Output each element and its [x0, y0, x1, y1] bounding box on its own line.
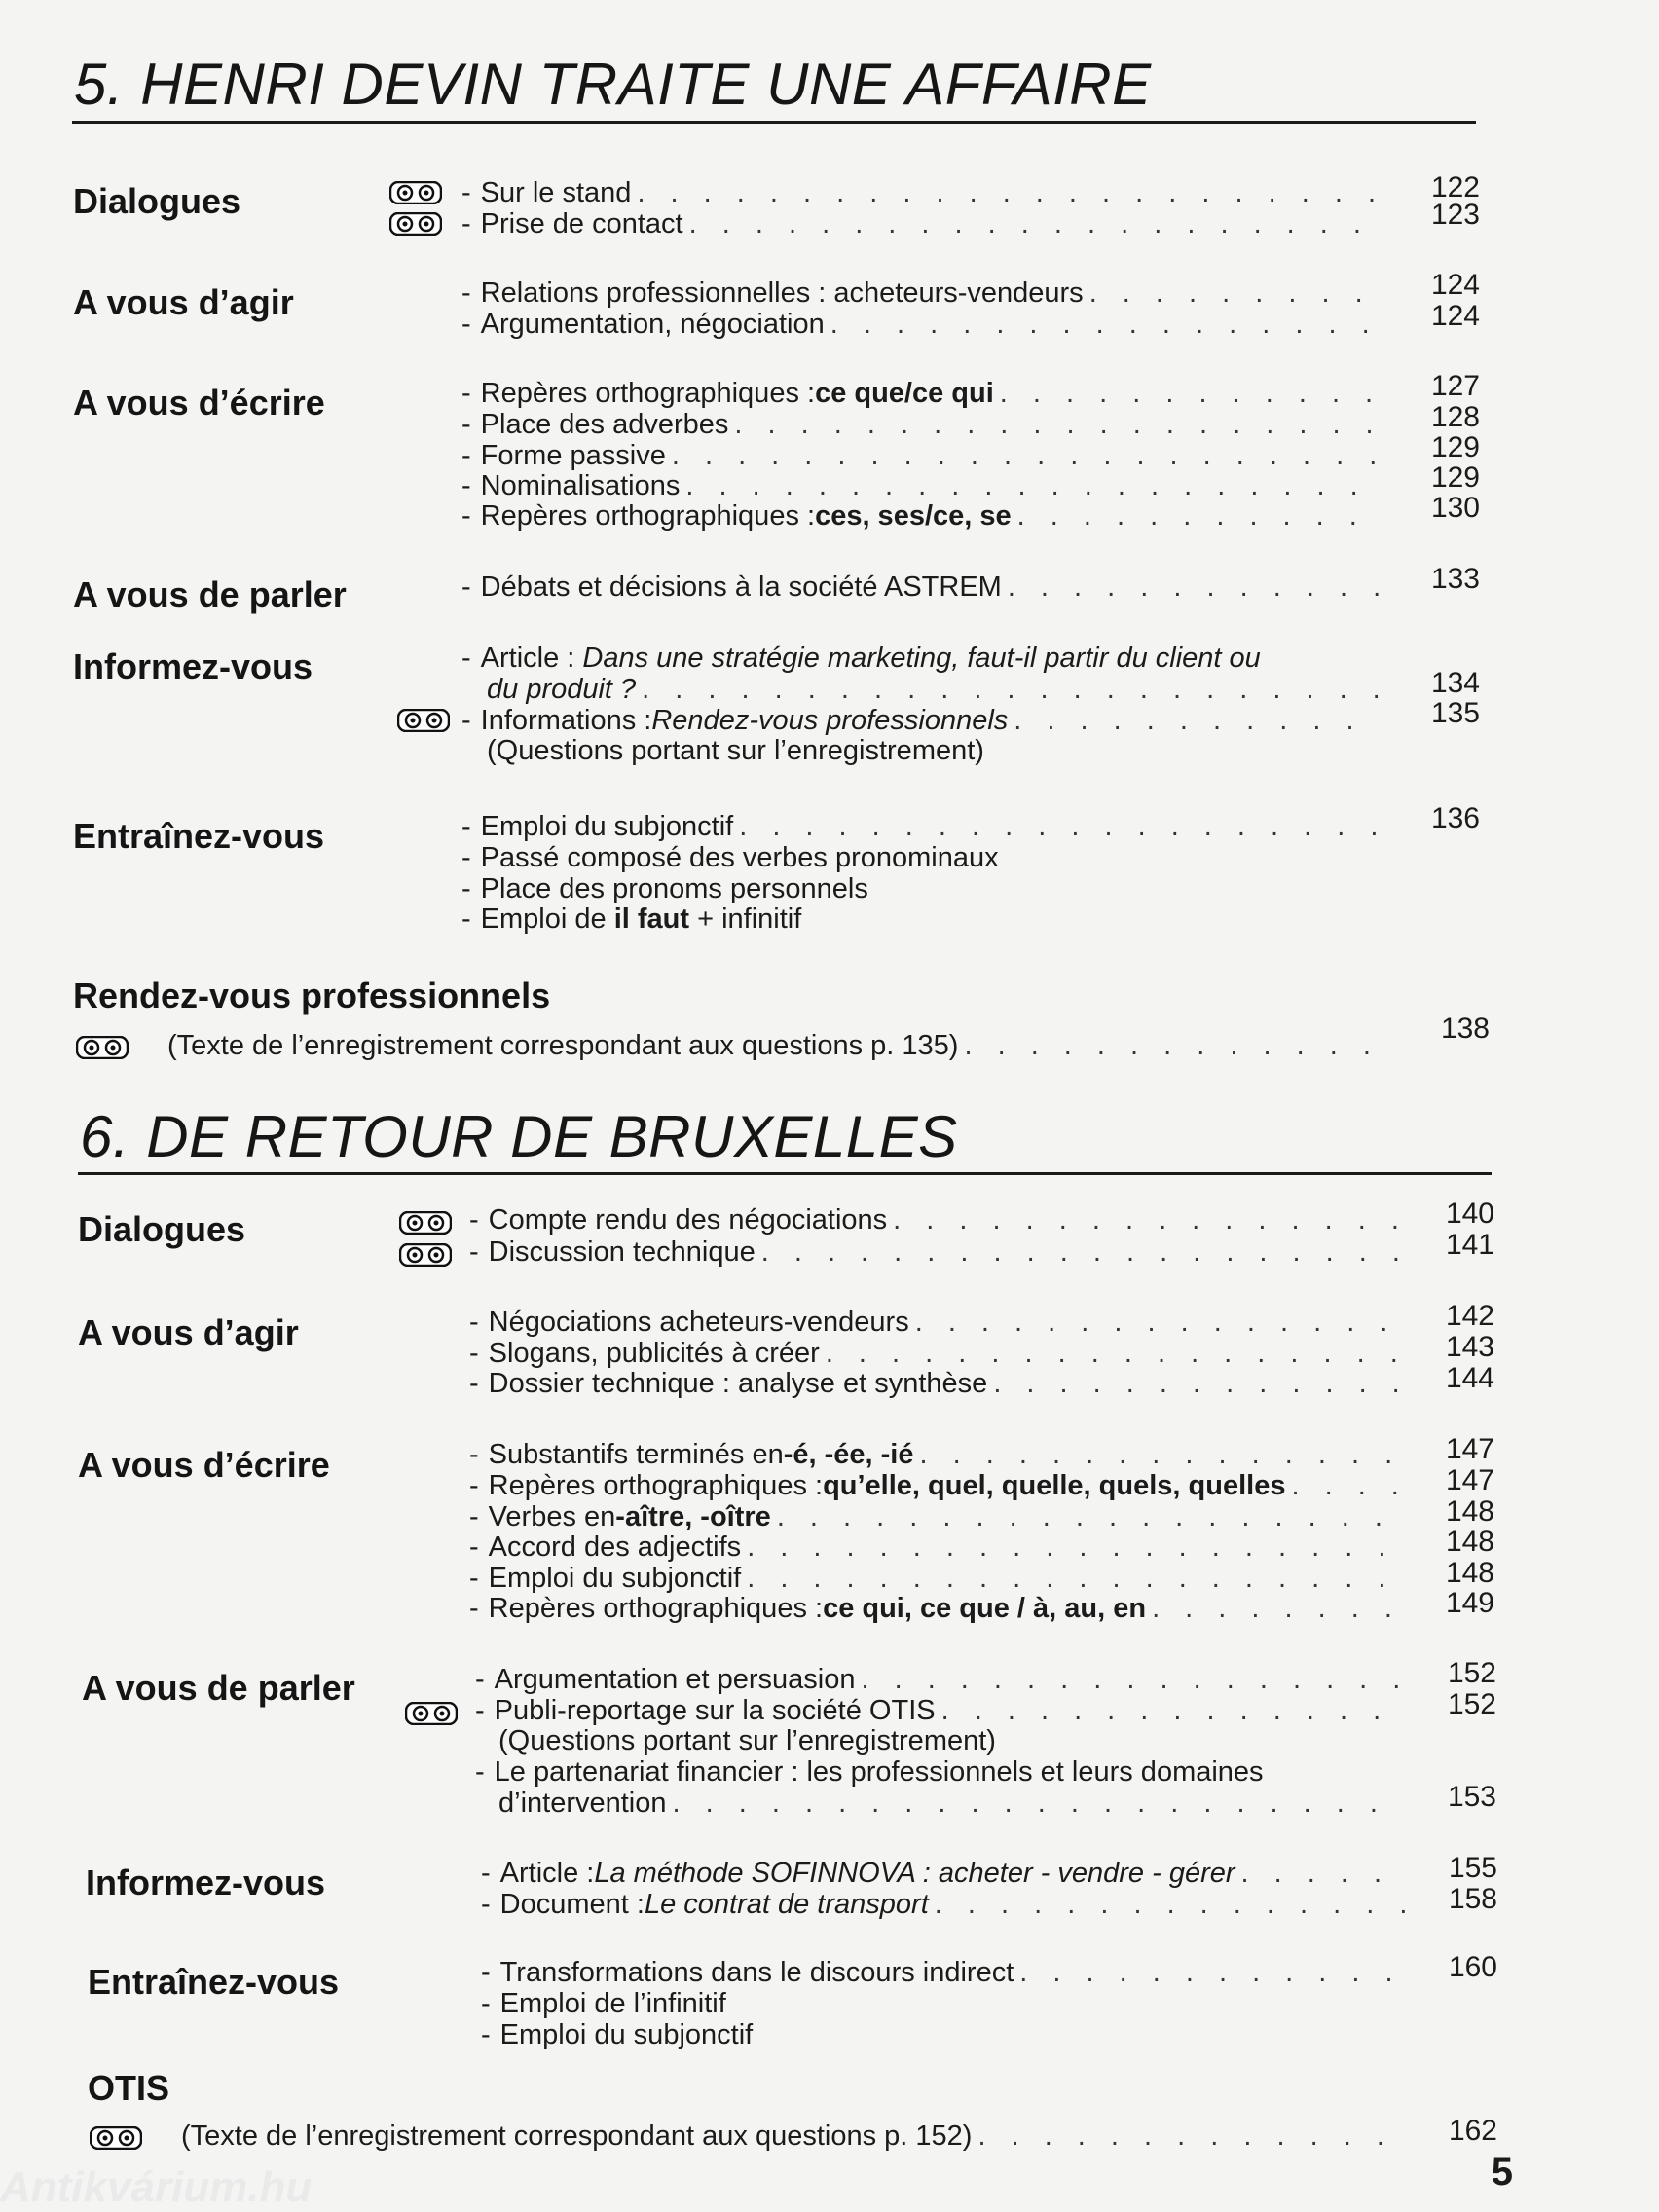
- toc-entry[interactable]: - Repères orthographiques : qu’elle, quel, quelle, quels, quelles . . .: [469, 1470, 1404, 1501]
- toc-note: (Questions portant sur l’enregistrement): [487, 735, 984, 766]
- toc-entry[interactable]: - Passé composé des verbes pronominaux: [461, 842, 999, 873]
- toc-entry[interactable]: - Transformations dans le discours indirect . . .: [481, 1957, 1412, 1988]
- toc-entry[interactable]: - Verbes en -aître, -oître . . .: [469, 1501, 1404, 1532]
- toc-entry[interactable]: - Argumentation, négociation . . .: [461, 309, 1386, 340]
- toc-entry[interactable]: - Repères orthographiques : ce qui, ce que / à, au, en . . .: [469, 1593, 1404, 1624]
- section-rendez-vous: Rendez-vous professionnels: [73, 976, 551, 1015]
- section-entrainez: Entraînez-vous: [73, 816, 325, 856]
- toc-entry[interactable]: - Article : La méthode SOFINNOVA : acheter - vendre - gérer . . .: [481, 1858, 1412, 1889]
- section-informez: Informez-vous: [73, 646, 313, 686]
- toc-entry[interactable]: - Compte rendu des négociations . . .: [469, 1204, 1404, 1235]
- chapter-6-title: 6. DE RETOUR DE BRUXELLES: [80, 1104, 958, 1169]
- toc-entry[interactable]: - Publi-reportage sur la société OTIS . . .: [475, 1695, 1410, 1726]
- page-ref: 142: [1445, 1300, 1494, 1332]
- section-agir: A vous d’agir: [78, 1312, 299, 1352]
- page-ref: 129: [1430, 461, 1480, 494]
- toc-entry[interactable]: - Emploi du subjonctif: [481, 2019, 754, 2050]
- page-ref: 129: [1430, 431, 1480, 463]
- toc-entry[interactable]: - Nominalisations . . .: [461, 470, 1386, 501]
- toc-entry[interactable]: - Document : Le contrat de transport . . .: [481, 1889, 1412, 1920]
- toc-entry[interactable]: - Article : Dans une stratégie marketing, faut-il partir du client ou: [461, 643, 1261, 674]
- page-ref: 140: [1445, 1198, 1494, 1230]
- page-ref: 123: [1430, 199, 1480, 231]
- cassette-icon: [399, 1243, 452, 1267]
- page-ref: 147: [1445, 1464, 1494, 1496]
- page-ref: 152: [1447, 1657, 1496, 1689]
- toc-entry[interactable]: - Place des adverbes . . .: [461, 409, 1386, 440]
- page-ref: 152: [1447, 1688, 1496, 1720]
- page-ref: 158: [1448, 1883, 1497, 1915]
- chapter-6-rule: [78, 1172, 1492, 1175]
- page-ref: 134: [1430, 667, 1480, 699]
- toc-entry[interactable]: - Emploi du subjonctif . . .: [469, 1563, 1404, 1594]
- toc-entry[interactable]: - Emploi du subjonctif . . .: [461, 811, 1386, 842]
- page-ref: 148: [1445, 1526, 1494, 1558]
- page-ref: 135: [1430, 697, 1480, 729]
- section-entrainez: Entraînez-vous: [88, 1962, 340, 2002]
- watermark: Antikvárium.hu: [0, 2163, 313, 2211]
- cassette-icon: [389, 212, 442, 236]
- page-ref: 124: [1430, 269, 1480, 301]
- toc-entry[interactable]: (Texte de l’enregistrement correspondant aux questions p. 135) . . .: [167, 1030, 1396, 1061]
- toc-entry[interactable]: - Slogans, publicités à créer . . .: [469, 1338, 1404, 1369]
- toc-entry[interactable]: - Repères orthographiques : ce que/ce qui . . .: [461, 378, 1386, 409]
- page-ref: 138: [1440, 1013, 1490, 1045]
- toc-note: (Questions portant sur l’enregistrement): [498, 1725, 996, 1756]
- toc-entry[interactable]: - Négociations acheteurs-vendeurs . . .: [469, 1307, 1404, 1338]
- toc-entry[interactable]: - Le partenariat financier : les professionnels et leurs domaines: [475, 1756, 1264, 1788]
- section-parler: A vous de parler: [82, 1668, 355, 1708]
- section-dialogues: Dialogues: [78, 1209, 246, 1249]
- toc-entry[interactable]: - Argumentation et persuasion . . .: [475, 1664, 1410, 1695]
- section-informez: Informez-vous: [86, 1862, 326, 1902]
- toc-entry[interactable]: - Forme passive . . .: [461, 440, 1386, 471]
- toc-entry[interactable]: - Accord des adjectifs . . .: [469, 1531, 1404, 1563]
- toc-entry[interactable]: - Discussion technique . . .: [469, 1236, 1404, 1268]
- page-ref: 124: [1430, 300, 1480, 332]
- page-ref: 136: [1430, 802, 1480, 834]
- toc-entry[interactable]: - Repères orthographiques : ces, ses/ce, se . . .: [461, 500, 1386, 532]
- toc-entry[interactable]: - Dossier technique : analyse et synthèse . . .: [469, 1368, 1404, 1399]
- toc-entry[interactable]: - Place des pronoms personnels: [461, 873, 868, 904]
- toc-entry[interactable]: (Texte de l’enregistrement correspondant aux questions p. 152) . . .: [181, 2120, 1410, 2152]
- toc-entry[interactable]: - Sur le stand . . .: [461, 177, 1386, 208]
- chapter-5-title: 5. HENRI DEVIN TRAITE UNE AFFAIRE: [74, 52, 1152, 117]
- toc-entry[interactable]: - Débats et décisions à la société ASTREM . . .: [461, 571, 1386, 603]
- section-ecrire: A vous d’écrire: [78, 1445, 330, 1485]
- page-ref: 148: [1445, 1495, 1494, 1528]
- cassette-icon: [90, 2126, 142, 2150]
- section-parler: A vous de parler: [73, 574, 347, 614]
- page-ref: 128: [1430, 401, 1480, 433]
- chapter-5-rule: [72, 121, 1476, 124]
- page-ref: 149: [1445, 1587, 1494, 1619]
- toc-entry-continued[interactable]: d’intervention . . .: [498, 1788, 1410, 1819]
- toc-entry[interactable]: - Substantifs terminés en -é, -ée, -ié . . .: [469, 1439, 1404, 1470]
- page-ref: 148: [1445, 1557, 1494, 1589]
- section-agir: A vous d’agir: [73, 282, 294, 322]
- toc-entry[interactable]: - Relations professionnelles : acheteurs-vendeurs . . .: [461, 277, 1386, 309]
- toc-entry[interactable]: - Prise de contact . . .: [461, 208, 1386, 240]
- cassette-icon: [405, 1702, 458, 1725]
- toc-entry[interactable]: - Informations : Rendez-vous professionnels . . .: [461, 705, 1386, 736]
- section-dialogues: Dialogues: [73, 181, 241, 221]
- page-ref: 147: [1445, 1433, 1494, 1465]
- cassette-icon: [389, 181, 442, 204]
- page-ref: 122: [1430, 171, 1480, 203]
- cassette-icon: [397, 709, 450, 732]
- page-ref: 130: [1430, 492, 1480, 524]
- page-ref: 133: [1430, 563, 1480, 595]
- toc-entry[interactable]: - Emploi de l’infinitif: [481, 1988, 726, 2019]
- cassette-icon: [399, 1211, 452, 1235]
- page-ref: 153: [1447, 1781, 1496, 1813]
- toc-entry[interactable]: - Emploi de il faut + infinitif: [461, 903, 802, 935]
- section-ecrire: A vous d’écrire: [73, 383, 325, 423]
- page-ref: 143: [1445, 1331, 1494, 1363]
- page-ref: 141: [1445, 1229, 1494, 1261]
- page-ref: 155: [1448, 1852, 1497, 1884]
- page-ref: 144: [1445, 1362, 1494, 1394]
- page-ref: 160: [1448, 1951, 1497, 1983]
- page-number: 5: [1491, 2151, 1513, 2194]
- cassette-icon: [76, 1036, 129, 1059]
- page-ref: 162: [1448, 2115, 1497, 2147]
- page-ref: 127: [1430, 370, 1480, 402]
- section-otis: OTIS: [88, 2068, 170, 2108]
- toc-entry-continued[interactable]: du produit ? . . .: [487, 674, 1386, 705]
